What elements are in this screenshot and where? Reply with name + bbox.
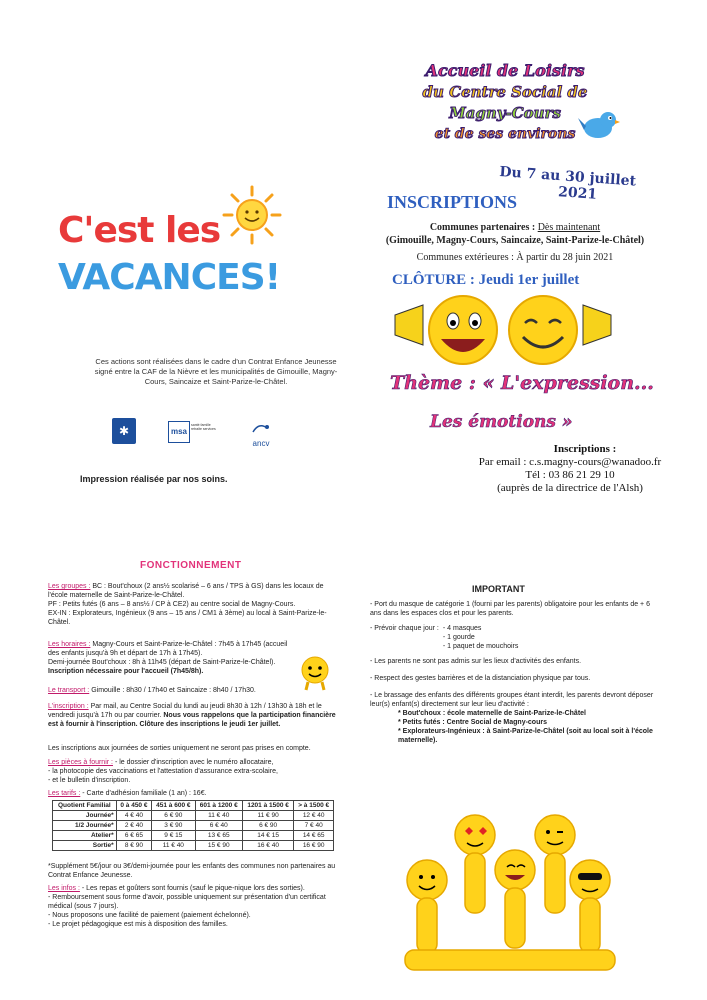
table-cell: 4 € 40 (116, 811, 151, 821)
infos-2: - Remboursement sous forme d'avoir, possible uniquement sur présentation d'un certificat médical (sous 7 jours). (48, 894, 326, 910)
emoji-group-icon (385, 805, 635, 980)
table-row (53, 841, 334, 851)
theme-line1: Thème : « L'expression... (390, 372, 654, 394)
svg-text:✱: ✱ (118, 424, 130, 438)
table-cell: 6 € 90 (152, 811, 195, 821)
table-cell: 14 € 15 (242, 831, 293, 841)
cloture-date: CLÔTURE : Jeudi 1er juillet (392, 272, 580, 288)
table-row (53, 831, 334, 841)
parents-rule: - Les parents ne sont pas admis sur les lieux d'activités des enfants. (370, 658, 582, 665)
table-row (53, 811, 334, 821)
infos-label: Les infos : (48, 885, 80, 892)
inscription-section (48, 702, 338, 729)
table-cell: 16 € 90 (294, 841, 334, 851)
lieu-item-text: * Explorateurs-Ingénieux : à Saint-Parize-le-Châtel (soit au local soit à l'école maternelle). (398, 728, 653, 744)
title-line3: Magny-Cours (449, 104, 561, 122)
print-note: Impression réalisée par nos soins. (80, 474, 228, 484)
table-cell: 11 € 90 (242, 811, 293, 821)
infos-section (48, 884, 343, 929)
tarifs-label: Les tarifs : (48, 790, 81, 797)
table-cell: 11 € 40 (195, 811, 242, 821)
contact-title: Inscriptions : (553, 443, 617, 455)
fonctionnement-title: FONCTIONNEMENT (140, 560, 242, 571)
lieu-item (370, 727, 660, 745)
groupes-pf: PF : Petits futés (6 ans – 8 ans½ / CP à CE2) au centre social de Magny-Cours. (48, 601, 296, 608)
horaires-label: Les horaires : (48, 641, 91, 648)
msa-logo-mark: msa (168, 421, 190, 443)
inscription-bold: Nous vous rappelons que la participation financière est à fournir à l'inscription. Clôture des inscriptions le jeudi 1er juillet. (48, 712, 336, 728)
dates-line2: 2021 (557, 184, 598, 203)
transport-label: Le transport : (48, 687, 90, 694)
table-cell: 12 € 40 (294, 811, 334, 821)
row-label: Atelier* (53, 831, 117, 841)
communes-partenaires-value: Dès maintenant (537, 222, 601, 233)
table-header: 451 à 600 € (152, 801, 195, 811)
tarifs-text: - Carte d'adhésion familiale (1 an) : 16€. (82, 790, 207, 797)
pieces-1: - le dossier d'inscription avec le numéro allocataire, (114, 759, 274, 766)
table-row (53, 821, 334, 831)
tarif-table (52, 800, 334, 851)
table-cell: 6 € 90 (242, 821, 293, 831)
list-item: - 1 paquet de mouchoirs (442, 643, 519, 650)
table-header: > à 1500 € (294, 801, 334, 811)
title-line4: et de ses environs (434, 126, 576, 142)
dates-line1: Du 7 au 30 juillet (498, 164, 637, 190)
ancv-logo (245, 421, 277, 448)
row-label: Journée* (53, 811, 117, 821)
table-header-row (53, 801, 334, 811)
infos-1: - Les repas et goûters sont fournis (sauf le pique-nique lors des sorties). (81, 885, 305, 892)
pieces-2: - la photocopie des vaccinations et l'attestation d'assurance extra-scolaire, (48, 768, 278, 775)
contact-email[interactable]: Par email : c.s.magny-cours@wanadoo.fr (478, 456, 662, 468)
sun-icon (222, 185, 282, 245)
title-line2: du Centre Social de (422, 83, 588, 101)
banner-line2: VACANCES! (58, 257, 281, 298)
table-header: 1201 à 1500 € (242, 801, 293, 811)
table-cell: 3 € 90 (152, 821, 195, 831)
table-cell: 8 € 90 (116, 841, 151, 851)
pieces-label: Les pièces à fournir : (48, 759, 113, 766)
table-header: Quotient Familial (53, 801, 117, 811)
table-header: 601 à 1200 € (195, 801, 242, 811)
supplement-note: *Supplément 5€/jour ou 3€/demi-journée pour les enfants des communes non partenaires au Contrat Enfance Jeunesse. (48, 863, 336, 879)
sorties-note: Les inscriptions aux journées de sorties uniquement ne seront pas prises en compte. (48, 745, 311, 752)
contract-text: Ces actions sont réalisées dans le cadre d'un Contrat Enfance Jeunesse signé entre la CAF de la Nièvre et les municipalités de Gimouille, Magny-Cours, Saincaize et Saint-Parize-le-Châtel. (94, 357, 338, 386)
table-cell: 14 € 65 (294, 831, 334, 841)
prevoir-list (443, 624, 519, 651)
ancv-logo-text: ancv (252, 439, 270, 448)
table-cell: 9 € 15 (152, 831, 195, 841)
horaires-inscription: Inscription nécessaire pour l'accueil (7h45/8h). (48, 668, 204, 675)
table-cell: 2 € 40 (116, 821, 151, 831)
inscription-text: Par mail, au Centre Social du lundi au jeudi 8h30 à 12h / 13h30 à 18h et le vendredi jusqu'à 17h ou par courrier. (48, 703, 322, 719)
banner-line1: C'est les (58, 210, 221, 251)
transport-section (48, 686, 298, 695)
list-item: - 4 masques (442, 625, 482, 632)
communes-partenaires-label: Communes partenaires : (429, 222, 538, 233)
contact-block (470, 443, 670, 495)
emoji-character-icon (298, 652, 332, 692)
prevoir-block (370, 624, 660, 651)
table-cell: 16 € 40 (242, 841, 293, 851)
brassage-rule: - Le brassage des enfants des différents groupes étant interdit, les parents devront déposer leur(s) enfant(s) directement sur leur lieu d'activité : (370, 692, 654, 708)
inscriptions-heading: INSCRIPTIONS (387, 192, 518, 212)
communes-exterieures: Communes extérieures : À partir du 28 juin 2021 (416, 252, 614, 263)
lieu-item: * Bout'choux : école maternelle de Saint-Parize-le-Châtel (398, 710, 586, 717)
list-item: - 1 gourde (442, 634, 475, 641)
groupes-label: Les groupes : (48, 583, 91, 590)
table-cell: 6 € 40 (195, 821, 242, 831)
dates (498, 164, 637, 205)
bird-icon (578, 108, 620, 144)
important-section (370, 600, 660, 745)
table-cell: 7 € 40 (294, 821, 334, 831)
row-label: 1/2 Journée* (53, 821, 117, 831)
contact-note: (auprès de la directrice de l'Alsh) (497, 482, 643, 494)
row-label: Sortie* (53, 841, 117, 851)
horaires-section (48, 640, 298, 676)
infos-3: - Nous proposons une facilité de paiement (paiement échelonné). (48, 912, 251, 919)
infos-4: - Le projet pédagogique est mis à disposition des familles. (48, 921, 228, 928)
table-cell: 13 € 65 (195, 831, 242, 841)
gestes-rule: - Respect des gestes barrières et de la distanciation physique par tous. (370, 675, 591, 682)
groupes-exin: EX-IN : Explorateurs, Ingénieux (9 ans – 15 ans / CM1 à 3ème) au local à Saint-Parize-le-Châtel. (48, 610, 327, 626)
msa-logo (168, 421, 216, 443)
horaires-demi: Demi-journée Bout'choux : 8h à 11h45 (départ de Saint-Parize-le-Châtel). (48, 659, 276, 666)
prevoir-label: - Prévoir chaque jour : (370, 625, 439, 632)
tarifs-section (48, 789, 343, 798)
caf-logo (112, 418, 136, 444)
table-header: 0 à 450 € (116, 801, 151, 811)
contact-tel[interactable]: Tél : 03 86 21 29 10 (525, 469, 615, 481)
groupes-section (48, 582, 343, 627)
table-cell: 6 € 65 (116, 831, 151, 841)
transport-text: Gimouille : 8h30 / 17h40 et Saincaize : 8h40 / 17h30. (91, 687, 256, 694)
pieces-3: - et le bulletin d'inscription. (48, 777, 131, 784)
theme-line2: Les émotions » (430, 412, 573, 432)
lieu-item: * Petits futés : Centre Social de Magny-cours (398, 719, 547, 726)
table-cell: 15 € 90 (195, 841, 242, 851)
masque-rule: - Port du masque de catégorie 1 (fourni par les parents) obligatoire pour les enfants de + 6 ans dans les espaces clos et pour les parents. (370, 601, 650, 617)
communes-list: (Gimouille, Magny-Cours, Saincaize, Saint-Parize-le-Châtel) (385, 235, 645, 246)
inscription-label: L'inscription : (48, 703, 89, 710)
megaphone-emoji-icon (383, 285, 623, 370)
communes-partenaires (370, 221, 660, 234)
pieces-section (48, 758, 343, 785)
horaires-text: Magny-Cours et Saint-Parize-le-Châtel : 7h45 à 17h45 (accueil des enfants jusqu'à 9h et départ de 17h à 17h45). (48, 641, 288, 657)
title-line1: Accueil de Loisirs (425, 61, 585, 80)
groupes-bc: BC : Bout'choux (2 ans½ scolarisé – 6 ans / TPS à GS) dans les locaux de l'école maternelle de Saint-Parize-le-Châtel. (48, 583, 324, 599)
communes-block (370, 221, 660, 264)
msa-logo-text: santé famille retraite services (191, 423, 216, 431)
table-cell: 11 € 40 (152, 841, 195, 851)
important-title: IMPORTANT (472, 584, 525, 594)
